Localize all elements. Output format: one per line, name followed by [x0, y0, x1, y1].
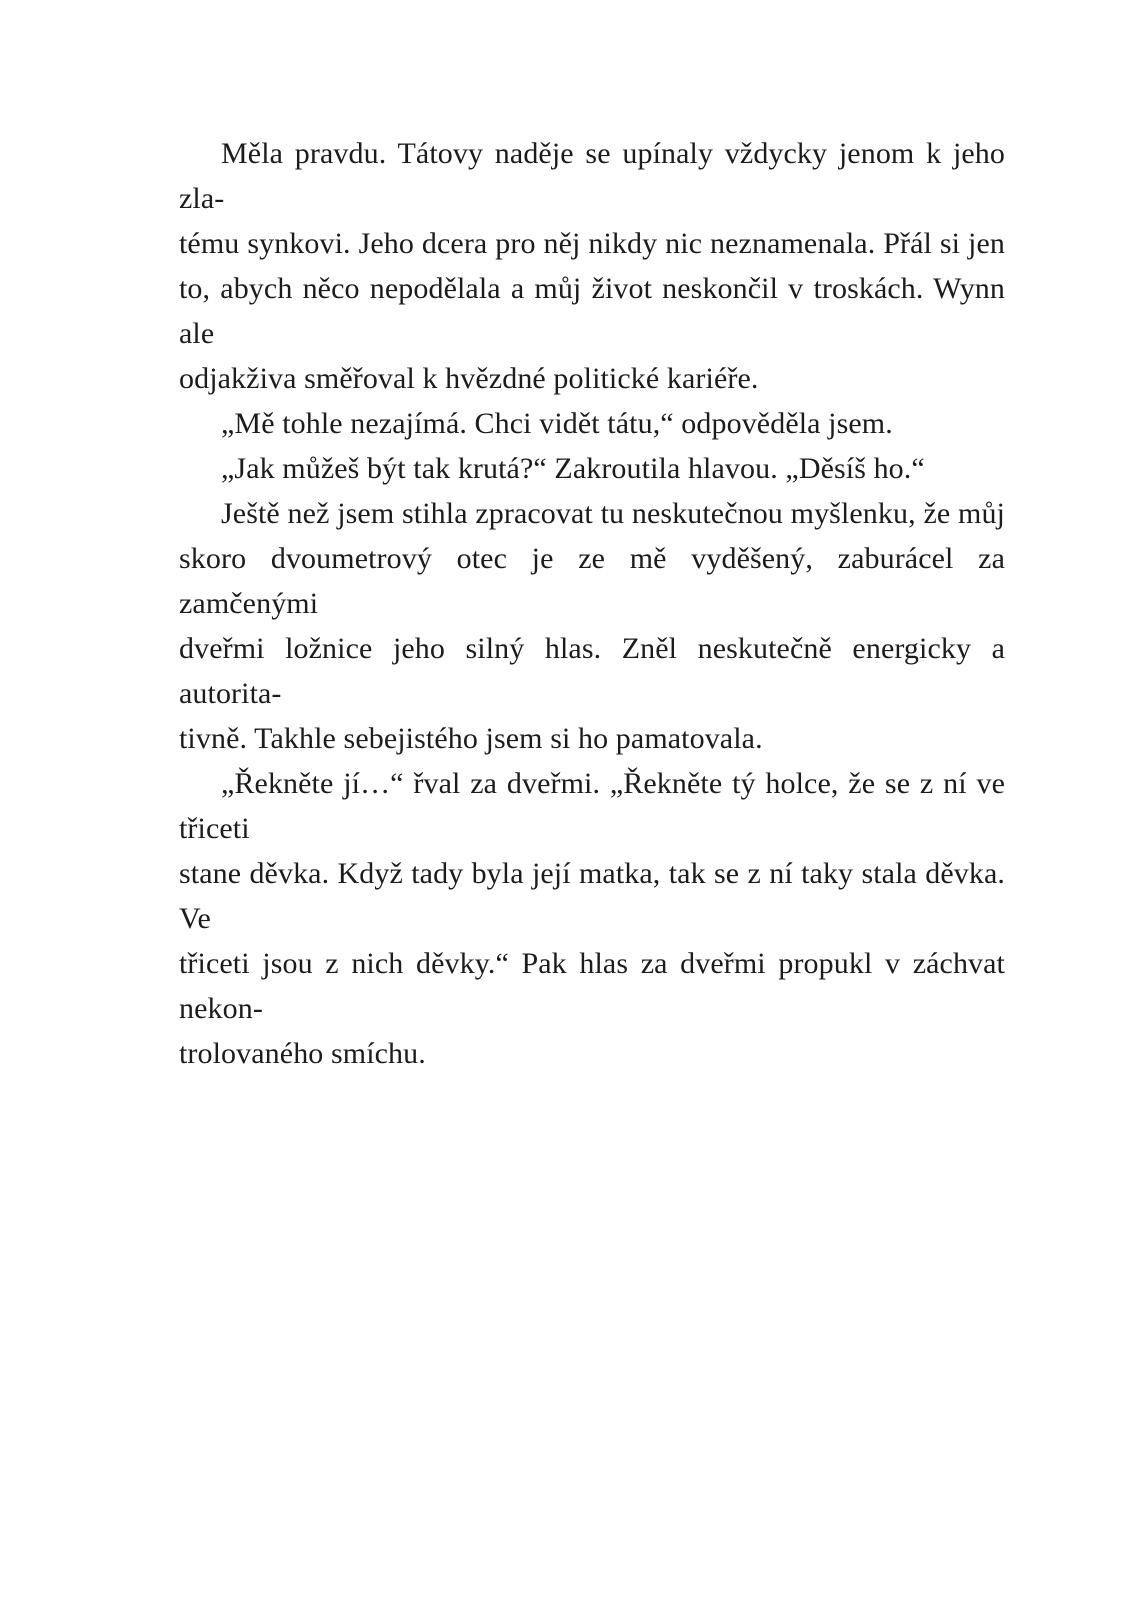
- text-line: odjakživa směřoval k hvězdné politické kariéře.: [179, 362, 759, 395]
- text-line: tému synkovi. Jeho dcera pro něj nikdy nic neznamenala. Přál si jen: [179, 227, 1005, 260]
- text-line: „Mě tohle nezajímá. Chci vidět tátu,“ odpověděla jsem.: [221, 407, 893, 440]
- text-line: to, abych něco nepodělala a můj život neskončil v troskách. Wynn ale: [179, 272, 1005, 350]
- text-line: „Jak můžeš být tak krutá?“ Zakroutila hlavou. „Děsíš ho.“: [221, 452, 925, 485]
- text-line: skoro dvoumetrový otec je ze mě vyděšený, zaburácel za zamčenými: [179, 542, 1005, 620]
- text-line: tivně. Takhle sebejistého jsem si ho pamatovala.: [179, 722, 763, 755]
- text-line: trolovaného smíchu.: [179, 1037, 426, 1070]
- text-line: „Řekněte jí…“ řval za dveřmi. „Řekněte tý holce, že se z ní ve třiceti: [179, 767, 1005, 845]
- text-line: Ještě než jsem stihla zpracovat tu neskutečnou myšlenku, že můj: [221, 497, 1005, 530]
- text-line: třiceti jsou z nich děvky.“ Pak hlas za dveřmi propukl v záchvat nekon-: [179, 947, 1005, 1025]
- body-text: [179, 131, 1005, 1076]
- text-line: dveřmi ložnice jeho silný hlas. Zněl neskutečně energicky a autorita-: [179, 632, 1005, 710]
- text-line: Měla pravdu. Tátovy naděje se upínaly vždycky jenom k jeho zla-: [179, 137, 1005, 215]
- text-line: stane děvka. Když tady byla její matka, tak se z ní taky stala děvka. Ve: [179, 857, 1005, 935]
